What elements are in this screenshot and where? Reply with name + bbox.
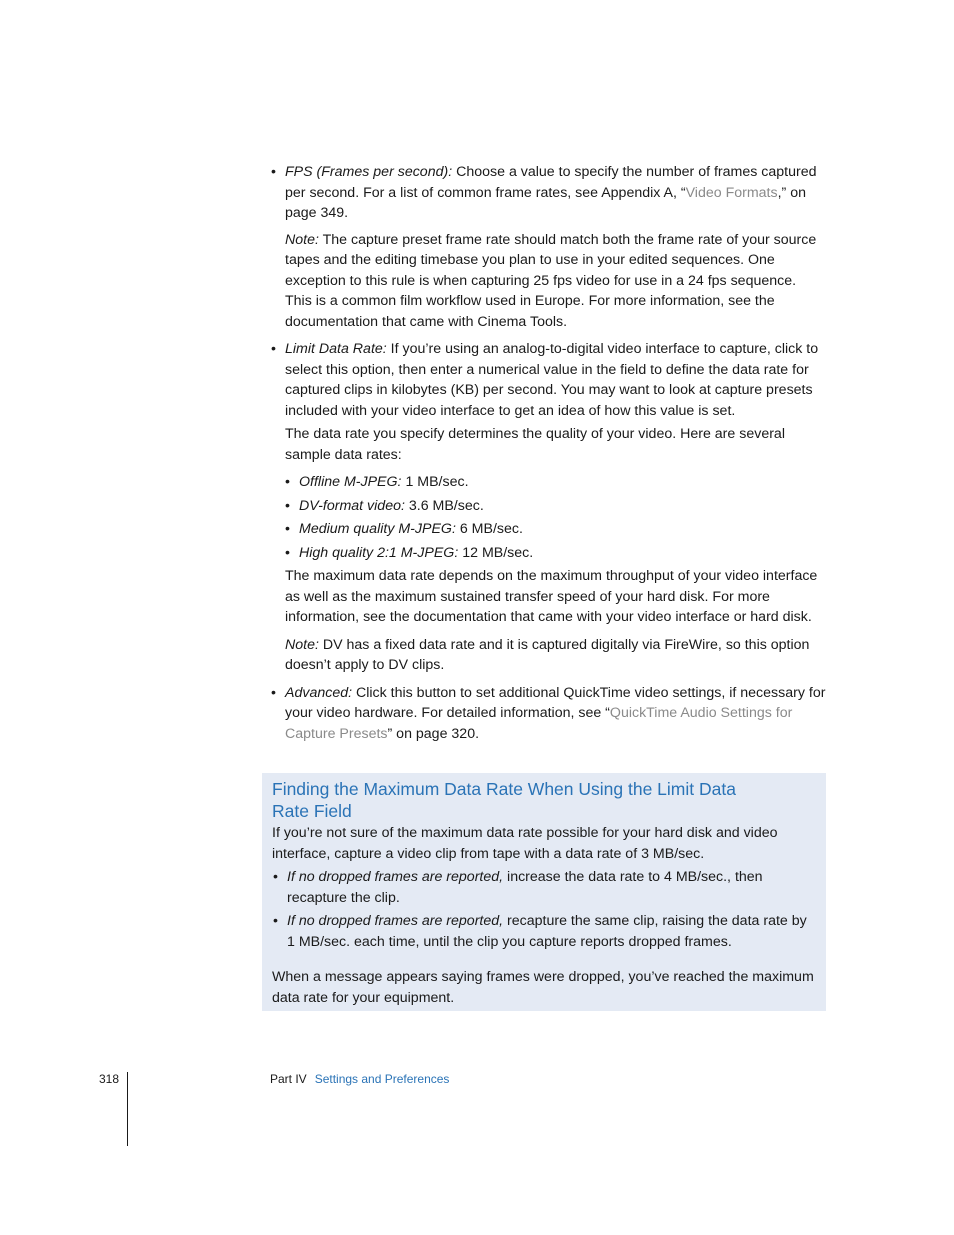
sidebar-item-text: increase the data rate to 4 MB/sec., then recapture the clip. <box>287 869 763 906</box>
rate-term: DV-format video: <box>299 497 405 514</box>
sidebar-item <box>272 867 816 908</box>
limit-para3: The maximum data rate depends on the maximum throughput of your video interface as well as the maximum sustained transfer speed of your hard disk. For more information, see the documentation that came with your video interface or hard disk. <box>285 568 818 625</box>
rate-value: 3.6 MB/sec. <box>404 497 484 514</box>
bullet-fps <box>270 162 826 224</box>
fps-text: Choose a value to specify the number of frames captured per second. For a list of common frame rates, see Appendix A, “ <box>285 164 817 201</box>
rate-term: Medium quality M-JPEG: <box>299 521 456 537</box>
term-limit: Limit Data Rate: <box>285 341 387 357</box>
limit-text: If you’re using an analog-to-digital video interface to capture, click to select this option, then enter a numerical value in the field to define the data rate for captured clips in kilobytes (KB) per second. You may want to look at capture presets included with your video interface to get an idea of how this value is set. <box>285 341 819 419</box>
rate-item <box>285 496 826 517</box>
rate-value: 6 MB/sec. <box>455 521 523 537</box>
part-label: Part IV <box>270 1072 307 1086</box>
sidebar-heading: Finding the Maximum Data Rate When Using the Limit Data Rate Field <box>272 779 736 821</box>
note-label: Note: <box>285 231 319 248</box>
rate-item <box>285 519 826 540</box>
limit-para2: The data rate you specify determines the quality of your video. Here are several sample data rates: <box>285 426 785 463</box>
sidebar-intro: If you’re not sure of the maximum data rate possible for your hard disk and video interface, capture a video clip from tape with a data rate of 3 MB/sec. <box>272 825 778 862</box>
main-content <box>270 162 826 750</box>
chapter-title: Settings and Preferences <box>314 1072 450 1086</box>
note-text: The capture preset frame rate should match both the frame rate of your source tapes and the editing timebase you plan to use in your edited sequences. One exception to this rule is when capturing 25 fps video for use in a 24 fps sequence. This is a common film workflow used in Europe. For more information, see the documentation that came with Cinema Tools. <box>285 231 817 330</box>
sidebar-item-text: recapture the same clip, raising the data rate by 1 MB/sec. each time, until the clip you capture reports dropped frames. <box>287 913 807 950</box>
rate-value: 1 MB/sec. <box>401 474 469 490</box>
rate-item <box>285 543 826 564</box>
page-number: 318 <box>99 1072 120 1086</box>
footer-divider <box>127 1072 128 1146</box>
note-label: Note: <box>285 636 319 653</box>
bullet-advanced <box>270 683 826 745</box>
rate-term: High quality 2:1 M-JPEG: <box>299 544 459 561</box>
term-advanced: Advanced: <box>285 684 353 701</box>
rate-term: Offline M-JPEG: <box>299 474 402 490</box>
sidebar-box <box>262 773 826 1011</box>
link-quicktime-audio-settings[interactable]: QuickTime Audio Settings for Capture Presets <box>285 705 793 742</box>
sidebar-item-term: If no dropped frames are reported, <box>287 913 504 929</box>
note-fps <box>285 230 826 333</box>
note-limit <box>285 635 826 676</box>
term-fps: FPS (Frames per second): <box>285 164 453 180</box>
sidebar-item <box>272 911 816 952</box>
bullet-limit-data-rate <box>270 339 826 421</box>
running-footer <box>270 1072 449 1086</box>
advanced-text-after: ” on page 320. <box>387 725 480 742</box>
rate-item <box>285 472 826 493</box>
fps-text-after: ,” on page 349. <box>285 184 806 221</box>
sidebar-item-term: If no dropped frames are reported, <box>287 869 504 885</box>
sidebar-outro: When a message appears saying frames were dropped, you’ve reached the maximum data rate for your equipment. <box>272 969 814 1006</box>
link-video-formats[interactable]: Video Formats <box>685 184 778 201</box>
advanced-text: Click this button to set additional QuickTime video settings, if necessary for your video hardware. For detailed information, see “ <box>285 684 826 721</box>
note-text: DV has a fixed data rate and it is captured digitally via FireWire, so this option doesn’t apply to DV clips. <box>285 636 810 673</box>
rate-value: 12 MB/sec. <box>458 544 534 561</box>
